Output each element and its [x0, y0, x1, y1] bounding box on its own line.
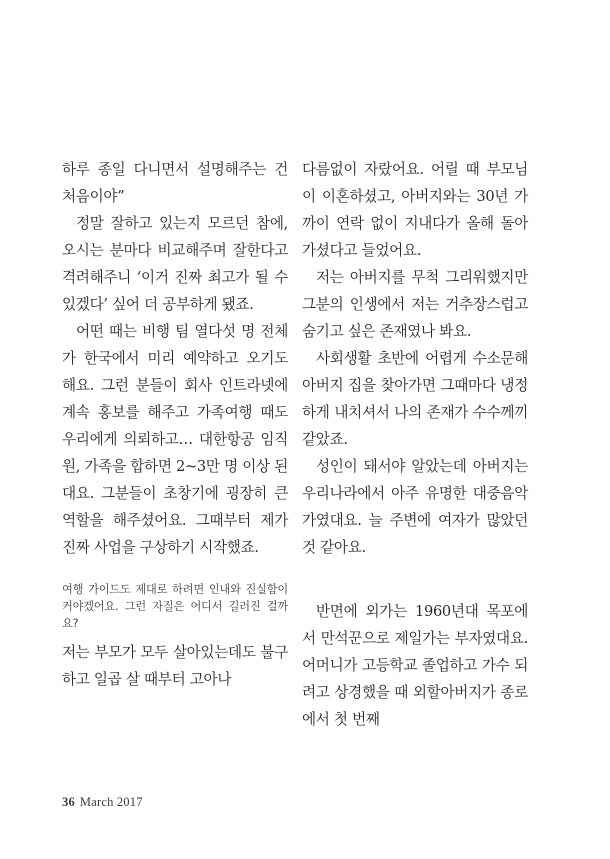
body-paragraph: 성인이 돼서야 알았는데 아버지는 우리나라에서 아주 유명한 대중음악가였대요. 늘 주변에 여자가 많았던 것 같아요. [302, 458, 528, 556]
issue-date: March 2017 [79, 795, 143, 809]
left-column [62, 156, 288, 693]
body-paragraph: 정말 잘하고 있는지 모르던 참에, 오시는 분마다 비교해주며 잘한다고 격려해주니 ‘이거 진짜 최고가 될 수 있겠다’ 싶어 더 공부하게 됐죠. [62, 215, 288, 313]
right-column [302, 156, 528, 733]
body-paragraph: 다름없이 자랐어요. 어릴 때 부모님이 이혼하셨고, 아버지와는 30년 가까이 연락 없이 지내다가 올해 돌아가셨다고 들었어요. [302, 161, 528, 259]
page-footer [62, 795, 143, 810]
body-paragraph: 하루 종일 다니면서 설명해주는 건 처음이야” [62, 161, 288, 205]
body-paragraph: 저는 부모가 모두 살아있는데도 불구하고 일곱 살 때부터 고아나 [62, 644, 288, 688]
body-paragraph: 반면에 외가는 1960년대 목포에서 만석꾼으로 제일가는 부자였대요. 어머니가 고등학교 졸업하고 가수 되려고 상경했을 때 외할아버지가 종로에서 첫 번째 [302, 603, 528, 728]
page-number: 36 [62, 795, 75, 809]
body-paragraph: 어떤 때는 비행 팀 열다섯 명 전체가 한국에서 미리 예약하고 오기도 해요. 그런 분들이 회사 인트라넷에 계속 홍보를 해주고 가족여행 때도 우리에게 의뢰하고… 대한항공 임직원, 가족을 합하면 2~3만 명 이상 된대요. 그분들이 초창기에 굉장히 큰 역할을 해주셨어요. 그때부터 제가 진짜 사업을 구상하기 시작했죠. [62, 323, 288, 556]
body-paragraph: 사회생활 초반에 어렵게 수소문해 아버지 집을 찾아가면 그때마다 냉정하게 내치셔서 나의 존재가 수수께끼 같았죠. [302, 350, 528, 448]
body-paragraph: 저는 아버지를 무척 그리워했지만 그분의 인생에서 저는 거추장스럽고 숨기고 싶은 존재였나 봐요. [302, 269, 528, 340]
interview-question: 여행 가이드도 제대로 하려면 인내와 진실함이 커야겠어요. 그런 자질은 어디서 길러진 걸까요? [62, 583, 288, 630]
